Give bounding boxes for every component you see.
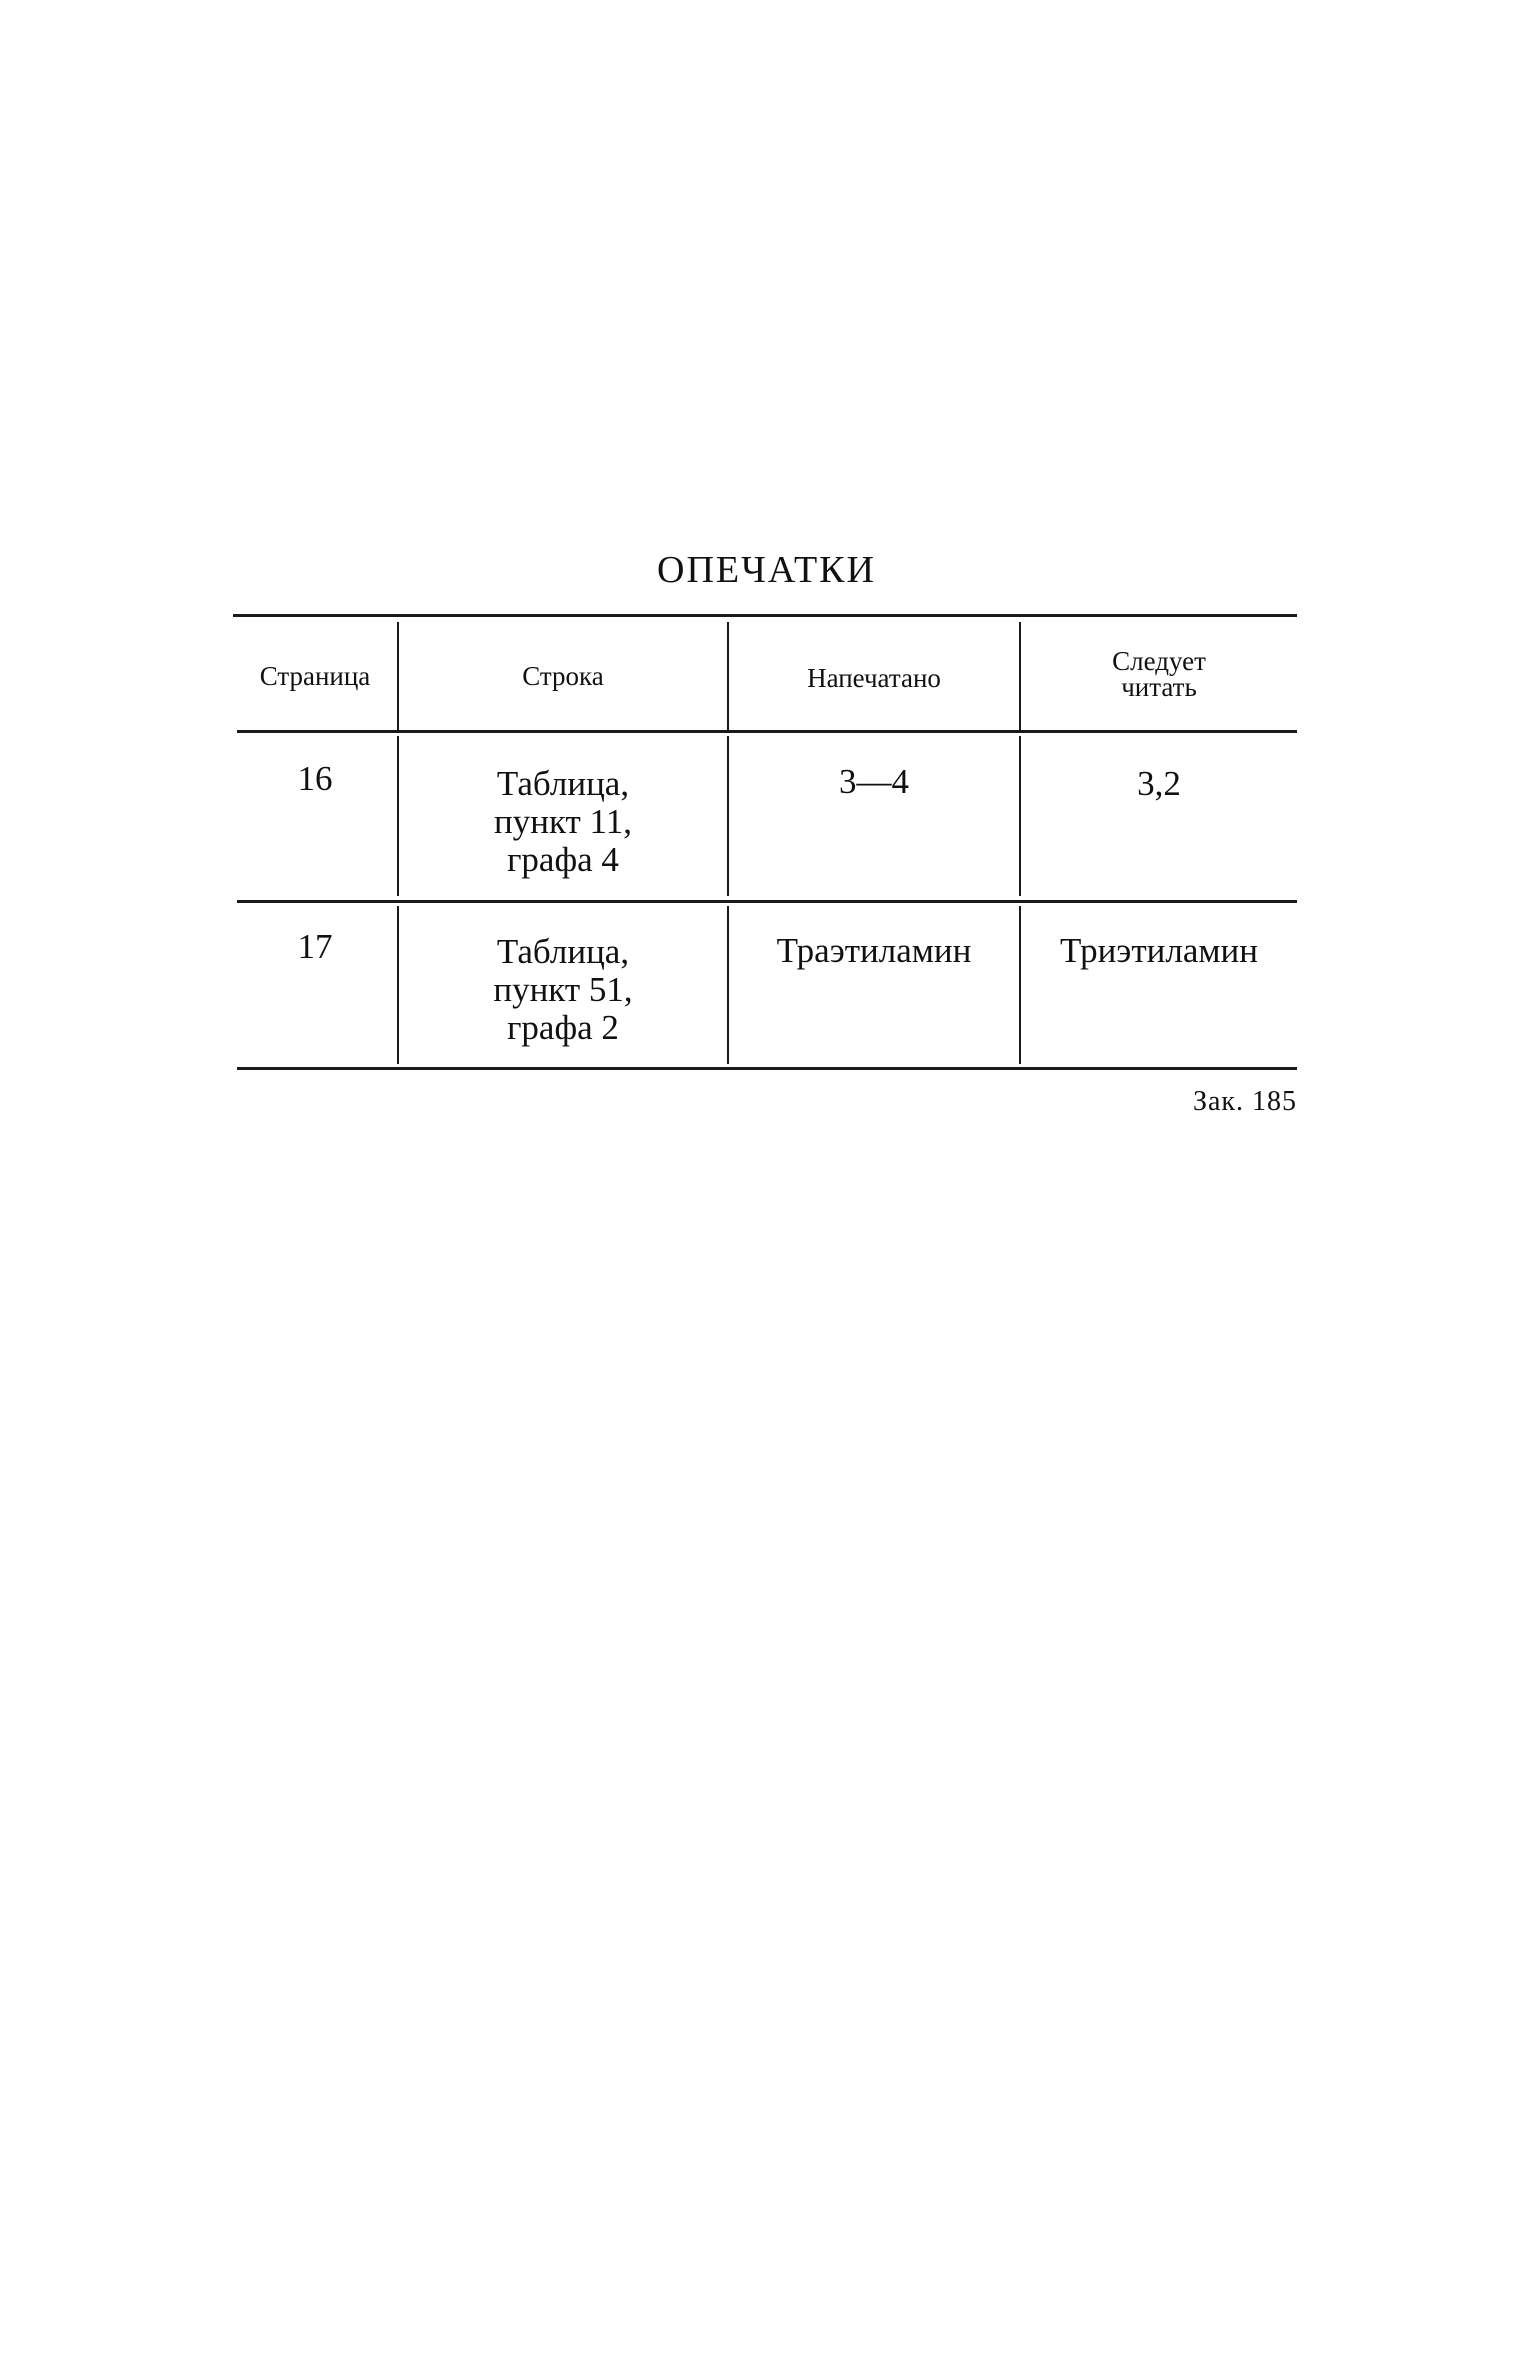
table-cell-should-read: 3,2 xyxy=(1137,764,1181,803)
column-divider xyxy=(727,906,729,1064)
header-should-read: Следует читать xyxy=(1112,646,1206,702)
header-line: Строка xyxy=(522,661,604,691)
table-cell-page: 17 xyxy=(297,927,333,966)
table-cell-printed: Траэтиламин xyxy=(776,931,972,970)
header-printed: Напечатано xyxy=(807,663,941,693)
column-divider xyxy=(1019,736,1021,896)
order-number: Зак. 185 xyxy=(1192,1086,1297,1117)
table-top-rule xyxy=(233,614,1297,617)
table-cell-printed: 3—4 xyxy=(839,762,909,801)
table-cell-page: 16 xyxy=(297,759,333,798)
column-divider xyxy=(1019,906,1021,1064)
errata-table xyxy=(233,612,1297,1070)
table-cell-line: Таблица, пункт 11, графа 4 xyxy=(493,764,632,879)
column-divider xyxy=(727,736,729,896)
errata-title: ОПЕЧАТКИ xyxy=(657,549,876,591)
table-cell-line: Таблица, пункт 51, графа 2 xyxy=(493,932,633,1047)
row-separator-rule xyxy=(237,900,1297,903)
header-page: Страница xyxy=(259,661,371,691)
table-bottom-rule xyxy=(237,1067,1297,1070)
table-cell-should-read: Триэтиламин xyxy=(1060,931,1258,970)
